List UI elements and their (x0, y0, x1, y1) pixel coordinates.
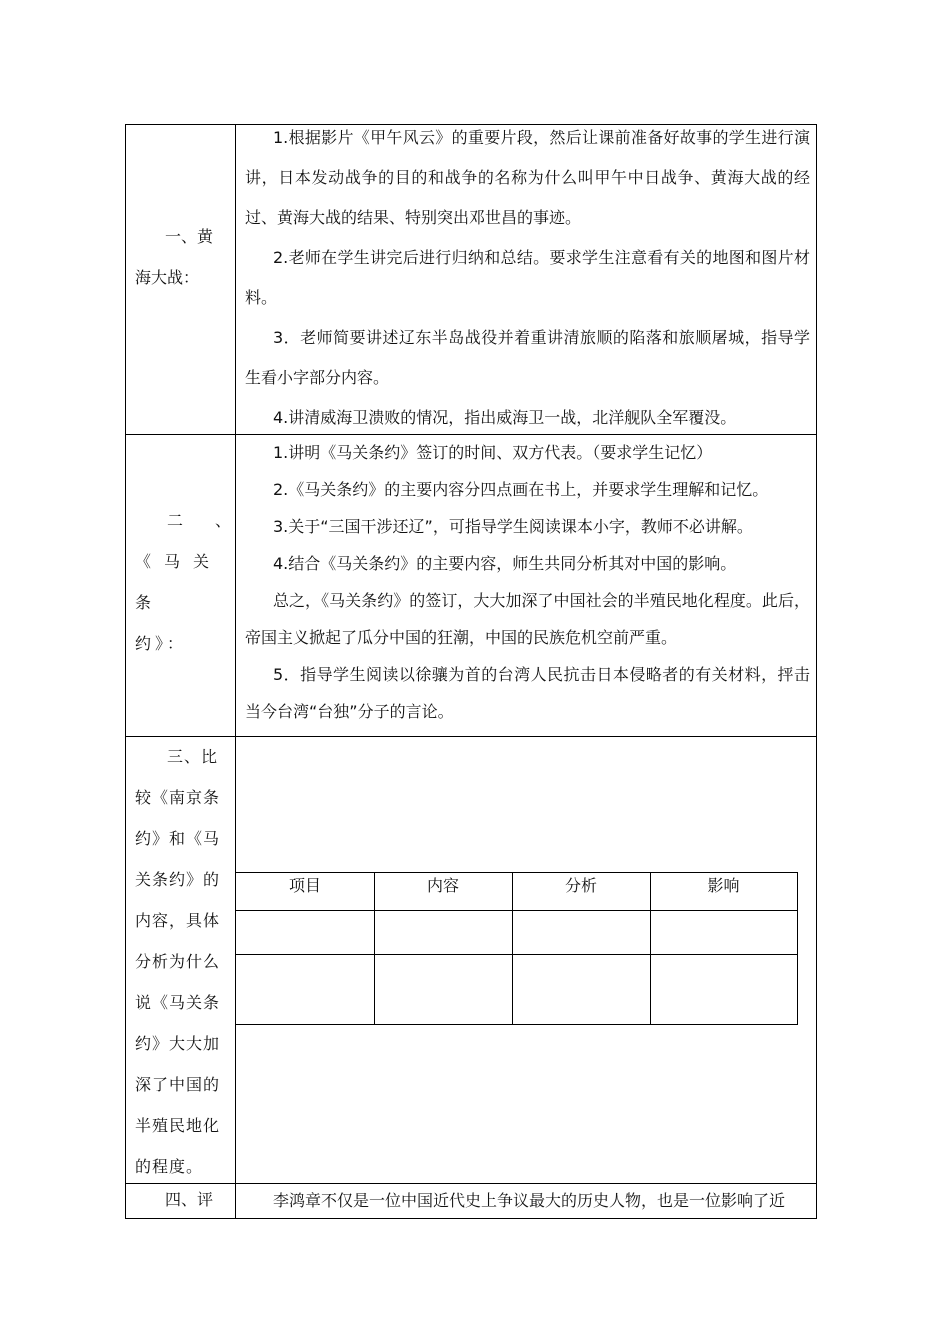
label-line: 海大战： (135, 268, 200, 287)
paragraph: 1.讲明《马关条约》签订的时间、双方代表。（要求学生记忆） (273, 443, 713, 462)
label-line: 约》大大加 (135, 1034, 221, 1053)
paragraph: 4.结合《马关条约》的主要内容，师生共同分析其对中国的影响。 (273, 554, 737, 573)
table-right-border (816, 124, 817, 1219)
row-label-4 (165, 1180, 231, 1220)
label-line: 《马关条 (135, 552, 223, 612)
label-line: 较《南京条 (135, 788, 221, 807)
row-label-2-cont (135, 541, 227, 664)
label-line: 分析为什么 (135, 952, 221, 971)
inner-table-bottom (236, 1024, 798, 1025)
paragraph: 1.根据影片《甲午风云》的重要片段，然后让课前准备好故事的学生进行演讲，日本发动战争的目的和战争的名称为什么叫甲午中日战争、黄海大战的经过、黄海大战的结果、特别突出邓世昌的事迹。 (245, 128, 810, 227)
paragraph: 2.老师在学生讲完后进行归纳和总结。要求学生注意看有关的地图和图片材料。 (245, 248, 810, 307)
paragraph: 5．指导学生阅读以徐骧为首的台湾人民抗击日本侵略者的有关材料，抨击当今台湾“台独”分子的言论。 (245, 665, 810, 721)
label-line: 关条约》的 (135, 870, 221, 889)
row-label-1 (165, 216, 231, 257)
inner-header-analysis: 分析 (564, 876, 597, 895)
label-line: 三、比 (167, 747, 219, 766)
inner-table-row-2 (236, 954, 798, 955)
paragraph: 李鸿章不仅是一位中国近代史上争议最大的历史人物，也是一位影响了近 (273, 1191, 786, 1210)
label-line: 深了中国的 (135, 1075, 221, 1094)
paragraph: 4.讲清威海卫溃败的情况，指出威海卫一战，北洋舰队全军覆没。 (273, 408, 737, 427)
label-line: 的程度。 (135, 1157, 204, 1176)
row-label-2 (135, 500, 231, 541)
label-line: 约》： (135, 634, 188, 653)
paragraph: 总之，《马关条约》的签订，大大加深了中国社会的半殖民地化程度。此后，帝国主义掀起了瓜分中国的狂潮，中国的民族危机空前严重。 (245, 591, 810, 647)
label-line: 二 、 (167, 511, 232, 530)
inner-header-impact: 影响 (707, 876, 740, 895)
label-line: 一、黄 (165, 227, 214, 246)
label-line: 内容，具体 (135, 911, 221, 930)
inner-table-row-1 (236, 910, 798, 911)
label-line: 半殖民地化 (135, 1116, 221, 1135)
inner-col-right (797, 872, 798, 1025)
paragraph: 2.《马关条约》的主要内容分四点画在书上，并要求学生理解和记忆。 (273, 480, 769, 499)
table-left-border (125, 124, 126, 1219)
row-label-3 (135, 736, 229, 1187)
label-line: 四、评 (165, 1190, 214, 1209)
row-label-1-cont (135, 257, 231, 298)
column-divider (235, 124, 236, 1219)
row-content-2 (245, 434, 810, 730)
label-line: 约》和《马 (135, 829, 221, 848)
row-content-1 (245, 118, 810, 438)
inner-header-content: 内容 (426, 876, 459, 895)
paragraph: 3.关于“三国干涉还辽”，可指导学生阅读课本小字，教师不必讲解。 (273, 517, 753, 536)
row-content-4 (245, 1181, 810, 1218)
inner-header-item: 项目 (288, 876, 321, 895)
paragraph: 3．老师简要讲述辽东半岛战役并着重讲清旅顺的陷落和旅顺屠城，指导学生看小字部分内容。 (245, 328, 810, 387)
label-line: 说《马关条 (135, 993, 221, 1012)
